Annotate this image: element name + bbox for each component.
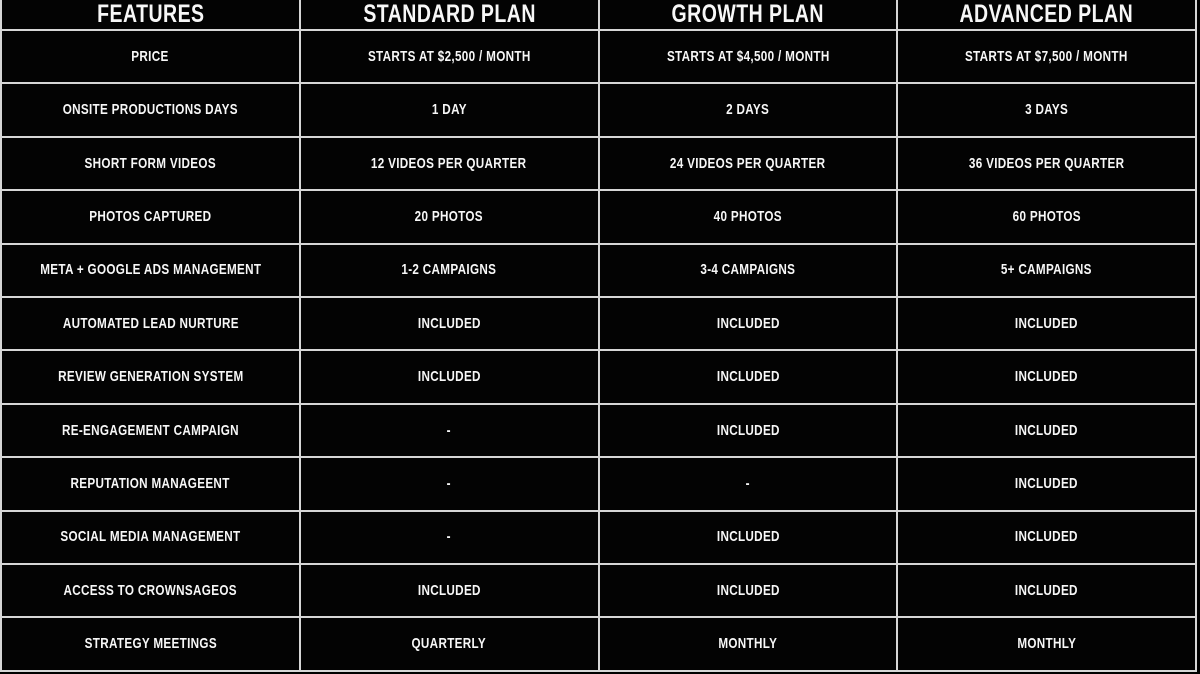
standard-cell bbox=[300, 83, 599, 136]
growth-cell bbox=[599, 190, 898, 243]
standard-cell bbox=[300, 617, 599, 671]
cell-text: 40 PHOTOS bbox=[713, 207, 783, 225]
cell-text: INCLUDED bbox=[1015, 474, 1079, 492]
cell-text: ONSITE PRODUCTIONS DAYS bbox=[62, 101, 238, 119]
standard-cell bbox=[300, 297, 599, 350]
table-row bbox=[1, 617, 1196, 671]
growth-cell bbox=[599, 457, 898, 510]
cell-text: INCLUDED bbox=[716, 421, 780, 439]
cell-text: SHORT FORM VIDEOS bbox=[84, 154, 217, 172]
table-row bbox=[1, 350, 1196, 403]
growth-cell bbox=[599, 137, 898, 190]
cell-text: 12 VIDEOS PER QUARTER bbox=[371, 154, 527, 172]
column-header-standard-plan bbox=[300, 0, 599, 30]
cell-text: META + GOOGLE ADS MANAGEMENT bbox=[39, 261, 261, 279]
cell-text: 3 DAYS bbox=[1025, 101, 1069, 119]
cell-text: INCLUDED bbox=[1015, 368, 1079, 386]
cell-text: 60 PHOTOS bbox=[1012, 207, 1081, 225]
cell-text: 2 DAYS bbox=[726, 101, 770, 119]
standard-cell bbox=[300, 564, 599, 617]
cell-text: - bbox=[447, 421, 452, 439]
cell-text: - bbox=[745, 474, 750, 492]
cell-text: 1-2 CAMPAIGNS bbox=[401, 261, 497, 279]
cell-text: 5+ CAMPAIGNS bbox=[1001, 261, 1093, 279]
table-row bbox=[1, 190, 1196, 243]
cell-text: INCLUDED bbox=[417, 368, 481, 386]
cell-text: STARTS AT $7,500 / MONTH bbox=[965, 47, 1128, 65]
standard-cell bbox=[300, 457, 599, 510]
table-row bbox=[1, 564, 1196, 617]
advanced-cell bbox=[897, 511, 1196, 564]
cell-text: STRATEGY MEETINGS bbox=[84, 635, 217, 653]
cell-text: 20 PHOTOS bbox=[414, 207, 484, 225]
feature-cell bbox=[1, 404, 300, 457]
table-row bbox=[1, 297, 1196, 350]
cell-text: 1 DAY bbox=[431, 101, 467, 119]
growth-cell bbox=[599, 297, 898, 350]
cell-text: 36 VIDEOS PER QUARTER bbox=[968, 154, 1125, 172]
table-body bbox=[1, 30, 1196, 671]
advanced-cell bbox=[897, 617, 1196, 671]
cell-text: INCLUDED bbox=[1015, 528, 1079, 546]
feature-cell bbox=[1, 350, 300, 403]
column-header-label: STANDARD PLAN bbox=[362, 0, 536, 28]
cell-text: INCLUDED bbox=[716, 528, 780, 546]
feature-cell bbox=[1, 297, 300, 350]
standard-cell bbox=[300, 137, 599, 190]
cell-text: INCLUDED bbox=[1015, 421, 1079, 439]
feature-cell bbox=[1, 564, 300, 617]
feature-cell bbox=[1, 83, 300, 136]
cell-text: MONTHLY bbox=[1017, 635, 1077, 653]
feature-cell bbox=[1, 137, 300, 190]
growth-cell bbox=[599, 564, 898, 617]
growth-cell bbox=[599, 350, 898, 403]
table-row bbox=[1, 404, 1196, 457]
feature-cell bbox=[1, 457, 300, 510]
cell-text: REVIEW GENERATION SYSTEM bbox=[57, 368, 244, 386]
advanced-cell bbox=[897, 564, 1196, 617]
growth-cell bbox=[599, 244, 898, 297]
growth-cell bbox=[599, 83, 898, 136]
standard-cell bbox=[300, 190, 599, 243]
cell-text: INCLUDED bbox=[417, 314, 481, 332]
column-header-label: ADVANCED PLAN bbox=[959, 0, 1134, 28]
growth-cell bbox=[599, 511, 898, 564]
cell-text: STARTS AT $4,500 / MONTH bbox=[666, 47, 830, 65]
cell-text: ACCESS TO CROWNSAGEOS bbox=[63, 581, 238, 599]
standard-cell bbox=[300, 244, 599, 297]
advanced-cell bbox=[897, 83, 1196, 136]
feature-cell bbox=[1, 617, 300, 671]
cell-text: REPUTATION MANAGEENT bbox=[70, 474, 230, 492]
cell-text: RE-ENGAGEMENT CAMPAIGN bbox=[61, 421, 239, 439]
table-row bbox=[1, 83, 1196, 136]
table-row bbox=[1, 30, 1196, 83]
standard-cell bbox=[300, 404, 599, 457]
cell-text: 3-4 CAMPAIGNS bbox=[700, 261, 796, 279]
table-header bbox=[1, 0, 1196, 30]
advanced-cell bbox=[897, 350, 1196, 403]
column-header-advanced-plan bbox=[897, 0, 1196, 30]
cell-text: 24 VIDEOS PER QUARTER bbox=[670, 154, 826, 172]
advanced-cell bbox=[897, 137, 1196, 190]
cell-text: - bbox=[447, 528, 452, 546]
column-header-label: GROWTH PLAN bbox=[671, 0, 825, 28]
column-header-features bbox=[1, 0, 300, 30]
growth-cell bbox=[599, 404, 898, 457]
table-row bbox=[1, 137, 1196, 190]
cell-text: MONTHLY bbox=[718, 635, 778, 653]
cell-text: QUARTERLY bbox=[411, 635, 487, 653]
cell-text: PRICE bbox=[131, 47, 170, 65]
growth-cell bbox=[599, 617, 898, 671]
advanced-cell bbox=[897, 404, 1196, 457]
table-row bbox=[1, 457, 1196, 510]
standard-cell bbox=[300, 30, 599, 83]
advanced-cell bbox=[897, 190, 1196, 243]
standard-cell bbox=[300, 511, 599, 564]
advanced-cell bbox=[897, 244, 1196, 297]
table-row bbox=[1, 244, 1196, 297]
cell-text: INCLUDED bbox=[716, 314, 780, 332]
advanced-cell bbox=[897, 457, 1196, 510]
cell-text: PHOTOS CAPTURED bbox=[89, 207, 212, 225]
column-header-growth-plan bbox=[599, 0, 898, 30]
feature-cell bbox=[1, 244, 300, 297]
cell-text: INCLUDED bbox=[1015, 314, 1079, 332]
column-header-label: FEATURES bbox=[96, 0, 205, 28]
cell-text: STARTS AT $2,500 / MONTH bbox=[367, 47, 531, 65]
cell-text: SOCIAL MEDIA MANAGEMENT bbox=[60, 528, 241, 546]
advanced-cell bbox=[897, 30, 1196, 83]
growth-cell bbox=[599, 30, 898, 83]
header-row bbox=[1, 0, 1196, 30]
table-row bbox=[1, 511, 1196, 564]
cell-text: INCLUDED bbox=[417, 581, 481, 599]
cell-text: AUTOMATED LEAD NURTURE bbox=[62, 314, 239, 332]
standard-cell bbox=[300, 350, 599, 403]
cell-text: - bbox=[447, 474, 452, 492]
feature-cell bbox=[1, 30, 300, 83]
feature-cell bbox=[1, 511, 300, 564]
feature-cell bbox=[1, 190, 300, 243]
advanced-cell bbox=[897, 297, 1196, 350]
cell-text: INCLUDED bbox=[716, 581, 780, 599]
cell-text: INCLUDED bbox=[1015, 581, 1079, 599]
cell-text: INCLUDED bbox=[716, 368, 780, 386]
